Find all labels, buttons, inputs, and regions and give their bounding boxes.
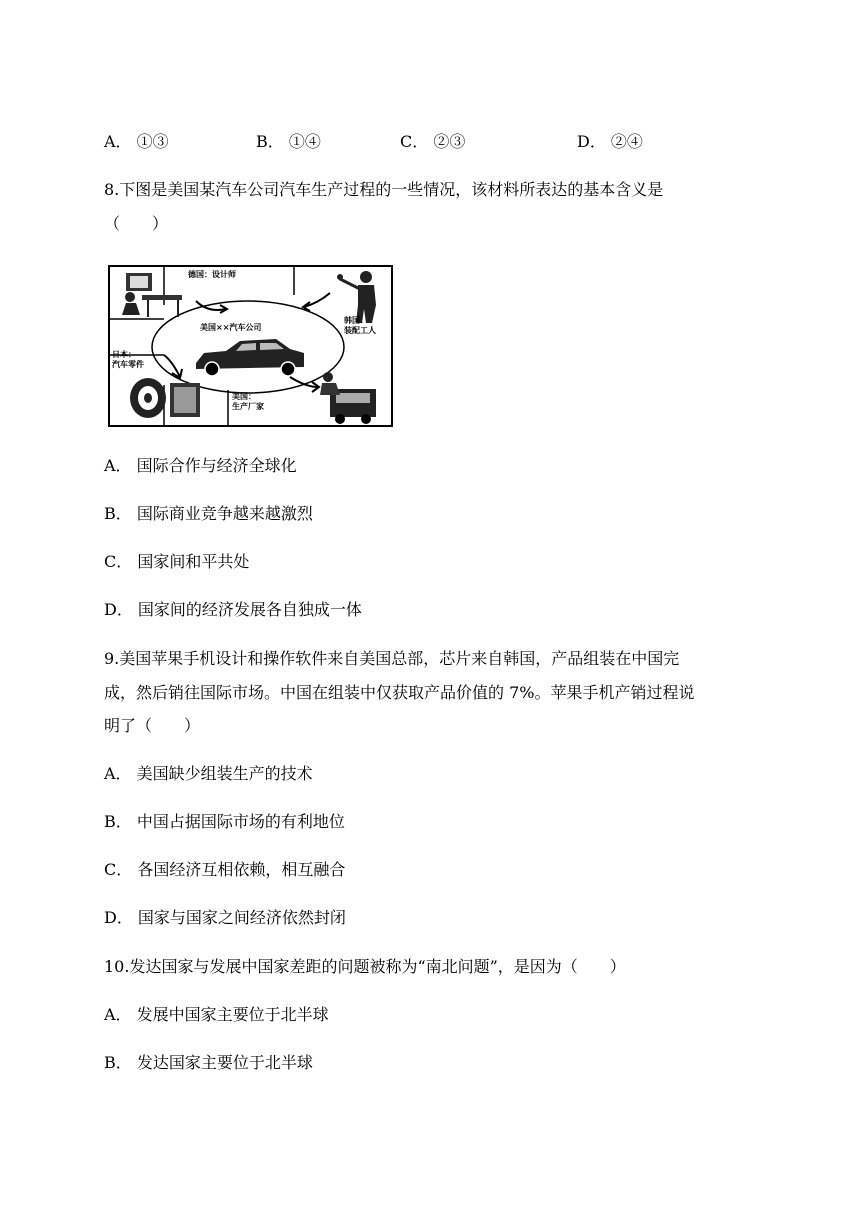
q8-option-b[interactable]: B． 国际商业竞争越来越激烈 (104, 504, 313, 523)
q9-option-c[interactable]: C． 各国经济互相依赖，相互融合 (104, 860, 346, 879)
q8-option-c[interactable]: C． 国家间和平共处 (104, 552, 250, 571)
q8-option-a[interactable]: A． 国际合作与经济全球化 (104, 456, 297, 475)
figure-label-usa-1: 美国： (232, 392, 256, 401)
q9-option-a[interactable]: A． 美国缺少组装生产的技术 (104, 764, 313, 783)
q9-option-b[interactable]: B． 中国占据国际市场的有利地位 (104, 812, 345, 831)
q9-stem-line1: 9.美国苹果手机设计和操作软件来自美国总部，芯片来自韩国，产品组装在中国完 (104, 649, 680, 668)
q9-stem-line2: 成，然后销往国际市场。中国在组装中仅获取产品价值的 7%。苹果手机产销过程说 (104, 683, 695, 702)
figure-label-korea-1: 韩国： (344, 316, 368, 325)
q10-option-b[interactable]: B． 发达国家主要位于北半球 (104, 1053, 313, 1072)
q7-option-b[interactable]: B． ①④ (256, 132, 321, 151)
figure-label-germany: 德国：设计师 (188, 270, 236, 279)
q8-figure (108, 265, 393, 427)
q7-option-c[interactable]: C． ②③ (400, 132, 466, 151)
q9-option-d[interactable]: D． 国家与国家之间经济依然封闭 (104, 908, 346, 927)
figure-label-usa-2: 生产厂家 (232, 402, 264, 411)
figure-label-japan-1: 日本： (112, 350, 136, 359)
q8-option-d[interactable]: D． 国家间的经济发展各自独成一体 (104, 600, 362, 619)
q8-stem-line1: 8.下图是美国某汽车公司汽车生产过程的一些情况，该材料所表达的基本含义是 (104, 180, 664, 199)
q10-stem: 10.发达国家与发展中国家差距的问题被称为“南北问题”，是因为（ ） (104, 957, 626, 976)
figure-label-korea-2: 装配工人 (344, 326, 376, 335)
q7-option-d[interactable]: D． ②④ (577, 132, 643, 151)
q9-stem-line3: 明了（ ） (104, 716, 201, 735)
figure-label-japan-2: 汽车零件 (112, 360, 144, 369)
q10-option-a[interactable]: A． 发展中国家主要位于北半球 (104, 1005, 329, 1024)
figure-label-company: 美国××汽车公司 (200, 323, 262, 332)
q8-stem-line2: （ ） (104, 214, 169, 233)
q7-option-a[interactable]: A． ①③ (104, 132, 169, 151)
